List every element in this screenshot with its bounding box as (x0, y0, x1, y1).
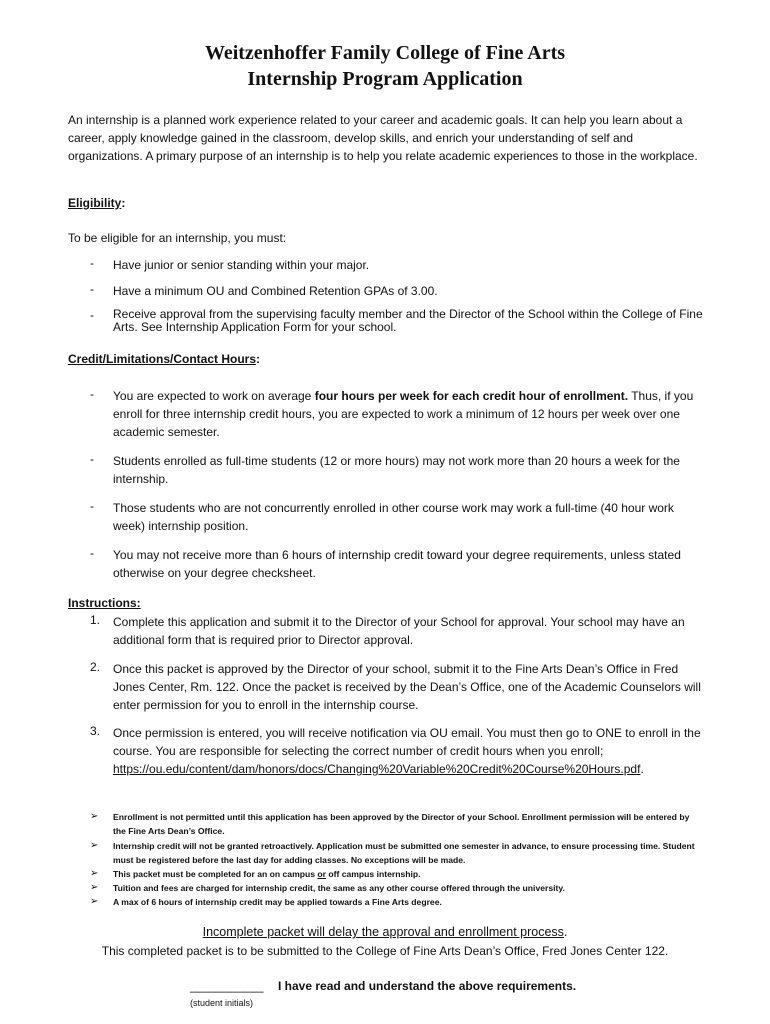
note-item-text: This packet must be completed for an on campus (113, 869, 318, 879)
credit-item-text: Thus, if you enroll for three internship credit hours, you are expected to work a minimum of 12 hours per week over one academic semester. (113, 389, 694, 439)
list-number: 2. (90, 660, 101, 674)
instruction-item: Once this packet is approved by the Director of your school, submit it to the Fine Arts Dean’s Office in Fred Jones Center, Rm. 122. Once the packet is received by the Dean’s Office, one of the Academic Counselors will enter permission for you to enroll in the internship course. (113, 662, 701, 712)
intro-paragraph: An internship is a planned work experience related to your career and academic goals. It can help you learn about a career, apply knowledge gained in the classroom, develop skills, and enrich your understanding of self and organizations. A primary purpose of an internship is to help you relate academic experiences to those in the workplace. (68, 113, 698, 163)
note-item (113, 867, 703, 881)
arrow-bullet-icon: ➢ (90, 868, 99, 879)
instruction-item-end: . (640, 762, 644, 776)
bullet-dash: - (90, 499, 94, 513)
note-item-emphasis: or (317, 869, 326, 879)
initials-field[interactable]: ___________ (190, 979, 264, 993)
credit-heading-text: Credit/Limitations/Contact Hours (68, 352, 257, 366)
note-item: Internship credit will not be granted retroactively. Application must be submitted one semester in advance, to ensure processing time. Student must be registered before the last day for adding classes. No exceptions will be made. (113, 841, 695, 865)
list-number: 3. (90, 724, 101, 738)
credit-item: Students enrolled as full-time students (12 or more hours) may not work more than 20 hours a week for the internship. (113, 454, 680, 486)
variable-credit-link[interactable]: https://ou.edu/content/dam/honors/docs/Changing%20Variable%20Credit%20Course%20Hours.pdf (113, 762, 641, 776)
incomplete-warning-text: Incomplete packet will delay the approval and enrollment process (202, 925, 564, 939)
list-number: 1. (90, 613, 101, 627)
note-item-text: off campus internship. (325, 869, 421, 879)
note-item: Tuition and fees are charged for internship credit, the same as any other course offered through the university. (113, 883, 565, 893)
arrow-bullet-icon: ➢ (90, 811, 99, 822)
bullet-dash: - (90, 452, 94, 466)
incomplete-warning (0, 925, 770, 939)
title-line-program: Internship Program Application (247, 68, 523, 90)
instructions-heading (68, 596, 141, 610)
credit-heading-colon: : (256, 352, 261, 366)
initials-label: (student initials) (190, 998, 254, 1008)
eligibility-lead: To be eligible for an internship, you must: (68, 231, 287, 245)
page-title (0, 40, 770, 92)
note-item: Enrollment is not permitted until this application has been approved by the Director of your School. Enrollment permission will be entered by the Fine Arts Dean’s Office. (113, 812, 690, 836)
incomplete-warning-end: . (563, 925, 568, 939)
submission-note: This completed packet is to be submitted to the College of Fine Arts Dean’s Office, Fred Jones Center 122. (101, 944, 669, 958)
credit-item-text: You are expected to work on average (113, 389, 315, 403)
instruction-item (113, 724, 703, 778)
credit-item (113, 387, 703, 441)
title-line-college: Weitzenhoffer Family College of Fine Arts (204, 42, 566, 64)
bullet-dash: - (90, 387, 94, 401)
credit-item-emphasis: four hours per week for each credit hour of enrollment. (314, 389, 629, 403)
arrow-bullet-icon: ➢ (90, 896, 99, 907)
credit-item: Those students who are not concurrently enrolled in other course work may work a full-time (40 hour work week) internship position. (113, 501, 674, 533)
eligibility-item: Have junior or senior standing within your major. (113, 258, 370, 272)
eligibility-heading-text: Eligibility (68, 196, 122, 210)
bullet-dash: - (90, 282, 94, 296)
arrow-bullet-icon: ➢ (90, 882, 99, 893)
credit-item: You may not receive more than 6 hours of internship credit toward your degree requirements, unless stated otherwise on your degree checksheet. (113, 548, 681, 580)
arrow-bullet-icon: ➢ (90, 840, 99, 851)
eligibility-item: Have a minimum OU and Combined Retention GPAs of 3.00. (113, 284, 438, 298)
instruction-item-text: Once permission is entered, you will receive notification via OU email. You must then go to ONE to enroll in the course. You are responsible for selecting the correct number of credit hours when you enroll; (113, 726, 701, 758)
bullet-dash: - (90, 546, 94, 560)
note-item: A max of 6 hours of internship credit may be applied towards a Fine Arts degree. (113, 897, 442, 907)
bullet-dash: - (90, 308, 94, 322)
instructions-heading-text: Instructions: (68, 596, 141, 610)
acknowledgement-text: I have read and understand the above requirements. (278, 979, 577, 993)
eligibility-heading (68, 196, 125, 210)
instruction-item: Complete this application and submit it to the Director of your School for approval. Your school may have an additional form that is required prior to Director approval. (113, 615, 685, 647)
eligibility-heading-colon: : (121, 196, 126, 210)
eligibility-item: Receive approval from the supervising faculty member and the Director of the School within the College of Fine Arts. See Internship Application Form for your school. (113, 307, 703, 334)
credit-heading (68, 352, 260, 366)
bullet-dash: - (90, 256, 94, 270)
